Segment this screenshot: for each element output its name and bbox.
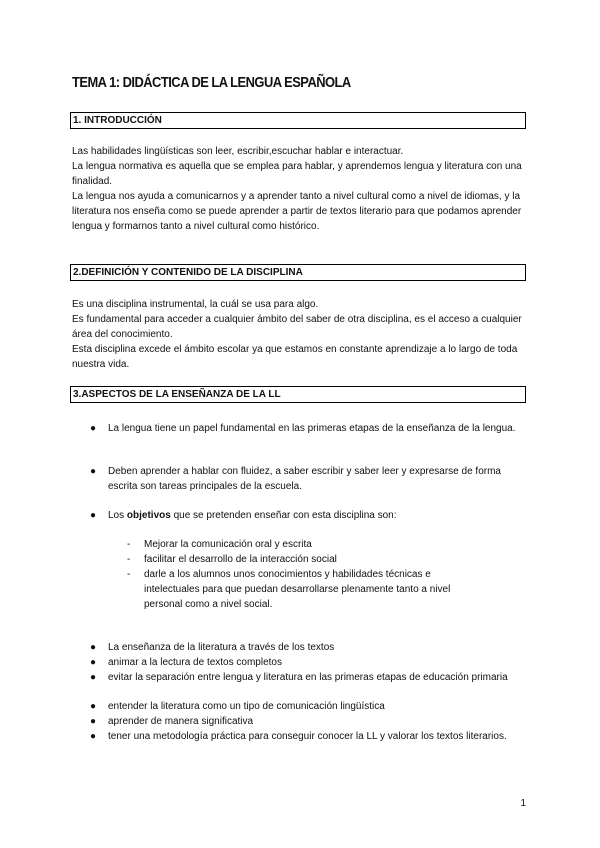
section-heading-aspectos: 3.ASPECTOS DE LA ENSEÑANZA DE LA LL bbox=[70, 386, 526, 403]
intro-line-3: La lengua nos ayuda a comunicarnos y a aprender tanto a nivel cultural como a nivel de idiomas, y la literatura nos enseña como se puede aprender a partir de textos literario para que podamos aprender lengua y formarnos tanto a nivel cultural como histórico. bbox=[72, 191, 522, 232]
definicion-text bbox=[72, 297, 532, 372]
sub-list-text: facilitar el desarrollo de la interacción social bbox=[144, 554, 337, 565]
bullet-text: aprender de manera significativa bbox=[108, 716, 254, 727]
bullet-icon: ● bbox=[90, 731, 97, 742]
bullet-icon: ● bbox=[90, 510, 97, 521]
section-heading-introduccion: 1. INTRODUCCIÓN bbox=[70, 112, 526, 129]
bullet-text: evitar la separación entre lengua y literatura en las primeras etapas de educación primaria bbox=[108, 672, 508, 683]
bullet-icon: ● bbox=[90, 642, 97, 653]
bullet-icon: ● bbox=[90, 466, 97, 477]
bullet-text: La lengua tiene un papel fundamental en las primeras etapas de la enseñanza de la lengua. bbox=[108, 423, 516, 434]
bullet-text: tener una metodología práctica para conseguir conocer la LL y valorar los textos literarios. bbox=[108, 731, 507, 742]
bullet-text: animar a la lectura de textos completos bbox=[108, 657, 282, 668]
dash-icon: - bbox=[127, 554, 131, 565]
intro-text bbox=[72, 144, 532, 234]
objetivos-post: que se pretenden enseñar con esta disciplina son: bbox=[170, 510, 397, 521]
bullet-icon: ● bbox=[90, 672, 97, 683]
bullet-text: Deben aprender a hablar con fluidez, a saber escribir y saber leer y expresarse de forma escrita son tareas principales de la escuela. bbox=[108, 466, 501, 492]
bullet-icon: ● bbox=[90, 716, 97, 727]
definicion-line-2: Es fundamental para acceder a cualquier ámbito del saber de otra disciplina, es el acceso a cualquier área del conocimiento. bbox=[72, 314, 522, 340]
bullet-text bbox=[108, 508, 528, 523]
bullet-icon: ● bbox=[90, 657, 97, 668]
intro-line-1: Las habilidades lingüísticas son leer, escribir,escuchar hablar e interactuar. bbox=[72, 146, 404, 157]
definicion-line-3: Esta disciplina excede el ámbito escolar ya que estamos en constante aprendizaje a lo largo de toda nuestra vida. bbox=[72, 344, 518, 370]
intro-line-2: La lengua normativa es aquella que se emplea para hablar, y aprendemos lengua y literatura con una finalidad. bbox=[72, 161, 522, 187]
section-heading-definicion: 2.DEFINICIÓN Y CONTENIDO DE LA DISCIPLINA bbox=[70, 264, 526, 281]
page-title: TEMA 1: DIDÁCTICA DE LA LENGUA ESPAÑOLA bbox=[72, 74, 351, 91]
definicion-line-1: Es una disciplina instrumental, la cuál se usa para algo. bbox=[72, 299, 319, 310]
dash-icon: - bbox=[127, 569, 131, 580]
sub-list-text: darle a los alumnos unos conocimientos y habilidades técnicas e intelectuales para que puedan desarrollarse plenamente tanto a nivel personal como a nivel social. bbox=[144, 569, 451, 610]
bullet-icon: ● bbox=[90, 701, 97, 712]
bullet-text: La enseñanza de la literatura a través de los textos bbox=[108, 642, 335, 653]
dash-icon: - bbox=[127, 539, 131, 550]
objetivos-pre: Los bbox=[108, 510, 127, 521]
objetivos-bold: objetivos bbox=[126, 510, 171, 521]
bullet-text: entender la literatura como un tipo de comunicación lingüística bbox=[108, 701, 385, 712]
page-number: 1 bbox=[520, 798, 526, 809]
sub-list-text: Mejorar la comunicación oral y escrita bbox=[144, 539, 312, 550]
bullet-icon: ● bbox=[90, 423, 97, 434]
